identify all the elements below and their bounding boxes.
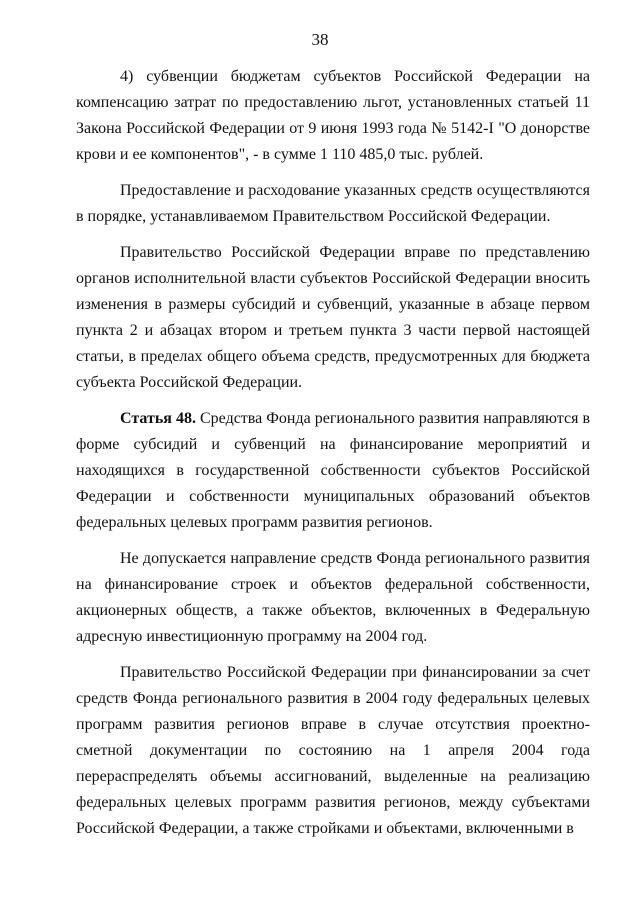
paragraph-funding-redistribution: Правительство Российской Федерации при финансировании за счет средств Фонда регионального развития в 2004 году федеральных целевых программ развития регионов вправе в случае отсутствия проектно-сметной документации по состоянию на 1 апреля 2004 года перераспределять объемы ассигнований, выделенные на реализацию федеральных целевых программ развития регионов, между субъектами Российской Федерации, а также стройками и объектами, включенными в bbox=[76, 664, 590, 837]
page-number: 38 bbox=[311, 30, 329, 49]
paragraph-subventions-donor: 4) субвенции бюджетам субъектов Российской Федерации на компенсацию затрат по предоставлению льгот, установленных статьей 11 Закона Российской Федерации от 9 июня 1993 года № 5142-I "О донорстве крови и ее компонентов", - в сумме 1 110 485,0 тыс. рублей. bbox=[76, 68, 590, 163]
article-48-label: Статья 48. bbox=[120, 410, 196, 427]
paragraph-provision-order: Предоставление и расходование указанных средств осуществляются в порядке, устанавливаемом Правительством Российской Федерации. bbox=[76, 182, 590, 225]
paragraph-article-48 bbox=[76, 406, 590, 536]
article-48-text: Средства Фонда регионального развития направляются в форме субсидий и субвенций на финансирование мероприятий и находящихся в государственной собственности субъектов Российской Федерации и собственности муниципальных образований объектов федеральных целевых программ развития регионов. bbox=[76, 410, 590, 531]
paragraph-government-changes: Правительство Российской Федерации вправе по представлению органов исполнительной власти субъектов Российской Федерации вносить изменения в размеры субсидий и субвенций, указанные в абзаце первом пункта 2 и абзацах втором и третьем пункта 3 части первой настоящей статьи, в пределах общего объема средств, предусмотренных для бюджета субъекта Российской Федерации. bbox=[76, 244, 590, 391]
paragraph-funding-prohibition: Не допускается направление средств Фонда регионального развития на финансирование строек и объектов федеральной собственности, акционерных обществ, а также объектов, включенных в Федеральную адресную инвестиционную программу на 2004 год. bbox=[76, 550, 590, 645]
document-body bbox=[76, 64, 590, 852]
